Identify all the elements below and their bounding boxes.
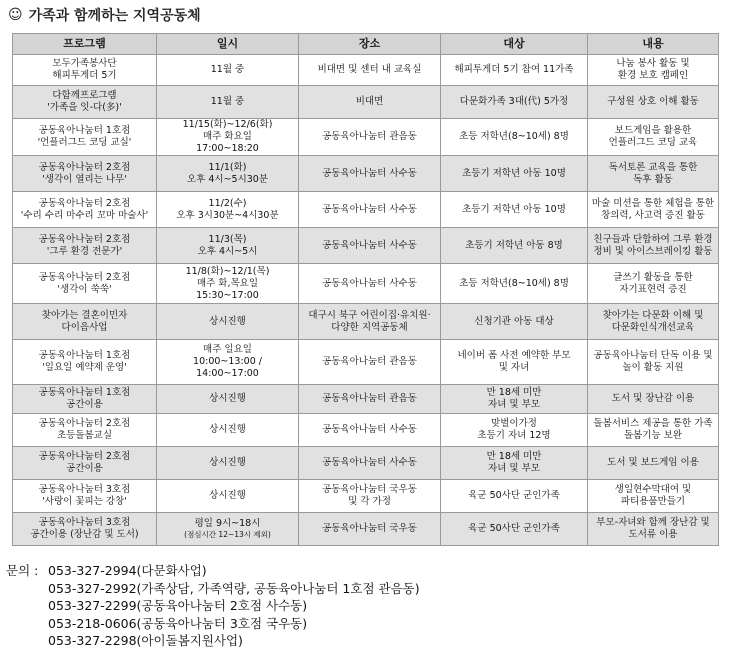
cell-place: 공동육아나눔터 관음동 — [299, 385, 441, 414]
page-title-text: 가족과 함께하는 지역공동체 — [28, 8, 201, 24]
cell-place: 비대면 및 센터 내 교육실 — [299, 55, 441, 86]
cell-content: 도서 및 장난감 이용 — [588, 385, 719, 414]
cell-datetime: 11/8(화)~12/1(목) 매주 화,목요일 15:30~17:00 — [157, 264, 299, 304]
cell-program: 공동육아나눔터 2호점 초등돌봄교실 — [13, 414, 157, 447]
table-body — [13, 55, 719, 546]
page-title — [8, 3, 201, 27]
column-header-target: 대상 — [441, 34, 588, 55]
cell-target: 육군 50사단 군인가족 — [441, 513, 588, 546]
cell-place: 공동육아나눔터 사수동 — [299, 414, 441, 447]
cell-program: 공동육아나눔터 2호점 '그루 환경 전문가' — [13, 228, 157, 264]
cell-target: 다문화가족 3대(代) 5가정 — [441, 86, 588, 119]
program-table — [12, 33, 719, 546]
cell-datetime: 상시진행 — [157, 447, 299, 480]
cell-content: 마술 미션을 통한 체험을 통한 창의력, 사고력 증진 활동 — [588, 192, 719, 228]
table-header-row — [13, 34, 719, 55]
cell-target: 신청기관 아동 대상 — [441, 304, 588, 340]
cell-program: 공동육아나눔터 2호점 '생각이 열리는 나무' — [13, 156, 157, 192]
column-header-datetime: 일시 — [157, 34, 299, 55]
cell-content: 친구들과 단합하여 그루 환경 정비 및 아이스브레이킹 활동 — [588, 228, 719, 264]
contact-line — [6, 632, 726, 650]
cell-place: 공동육아나눔터 관음동 — [299, 340, 441, 385]
cell-program: 공동육아나눔터 3호점 공간이용 (장난감 및 도서) — [13, 513, 157, 546]
table-row — [13, 192, 719, 228]
contact-phone: 053-327-2299(공동육아나눔터 2호점 사수동) — [48, 598, 308, 613]
contact-phone: 053-327-2298(아이돌봄지원사업) — [48, 633, 243, 648]
table-row — [13, 119, 719, 156]
cell-target: 초등기 저학년 아동 10명 — [441, 192, 588, 228]
cell-program: 공동육아나눔터 1호점 '일요일 예약제 운영' — [13, 340, 157, 385]
cell-target: 초등 저학년(8~10세) 8명 — [441, 119, 588, 156]
cell-target: 만 18세 미만 자녀 및 부모 — [441, 447, 588, 480]
table-row — [13, 340, 719, 385]
contact-phone: 053-327-2992(가족상담, 가족역량, 공동육아나눔터 1호점 관음동) — [48, 580, 420, 596]
cell-program: 공동육아나눔터 3호점 '사랑이 꽃피는 강창' — [13, 480, 157, 513]
cell-datetime: 11/2(수) 오후 3시30분~4시30분 — [157, 192, 299, 228]
column-header-content: 내용 — [588, 34, 719, 55]
cell-program: 공동육아나눔터 2호점 '생각이 쑥쑥' — [13, 264, 157, 304]
contact-line — [6, 597, 726, 615]
cell-content: 도서 및 보드게임 이용 — [588, 447, 719, 480]
cell-place: 공동육아나눔터 사수동 — [299, 264, 441, 304]
cell-program: 찾아가는 결혼이민자 다이음사업 — [13, 304, 157, 340]
column-header-place: 장소 — [299, 34, 441, 55]
table-row — [13, 304, 719, 340]
cell-datetime: 상시진행 — [157, 414, 299, 447]
cell-datetime: 11월 중 — [157, 86, 299, 119]
cell-target: 만 18세 미만 자녀 및 부모 — [441, 385, 588, 414]
cell-content: 독서토론 교육을 통한 독후 활동 — [588, 156, 719, 192]
cell-content: 공동육아나눔터 단독 이용 및 놀이 활동 지원 — [588, 340, 719, 385]
contact-line — [6, 562, 726, 580]
cell-datetime-note: (점심시간 12~13시 제외) — [184, 530, 271, 539]
cell-datetime: 상시진행 — [157, 385, 299, 414]
cell-target: 네이버 폼 사전 예약한 부모 및 자녀 — [441, 340, 588, 385]
cell-place: 공동육아나눔터 사수동 — [299, 192, 441, 228]
contact-phone: 053-218-0606(공동육아나눔터 3호점 국우동) — [48, 615, 308, 631]
cell-datetime: 11/1(화) 오후 4시~5시30분 — [157, 156, 299, 192]
table-row — [13, 86, 719, 119]
cell-program: 다함께프로그램 '가족을 잇-다(多)' — [13, 86, 157, 119]
table-row — [13, 156, 719, 192]
cell-target: 해피투게더 5기 참여 11가족 — [441, 55, 588, 86]
contact-line — [6, 615, 726, 633]
cell-program: 공동육아나눔터 2호점 공간이용 — [13, 447, 157, 480]
cell-program: 공동육아나눔터 2호점 '수리 수리 마수리 꼬마 마술사' — [13, 192, 157, 228]
table-row — [13, 447, 719, 480]
cell-content: 나눔 봉사 활동 및 환경 보호 캠페인 — [588, 55, 719, 86]
contact-phone: 053-327-2994(다문화사업) — [48, 563, 207, 578]
cell-datetime: 11/15(화)~12/6(화) 매주 화요일 17:00~18:20 — [157, 119, 299, 156]
smiley-icon: ☺ — [8, 7, 23, 23]
cell-place: 공동육아나눔터 사수동 — [299, 228, 441, 264]
table-row — [13, 513, 719, 546]
cell-content: 글쓰기 활동을 통한 자기표현력 증진 — [588, 264, 719, 304]
cell-content: 돌봄서비스 제공을 통한 가족 돌봄기능 보완 — [588, 414, 719, 447]
table-row — [13, 414, 719, 447]
cell-program: 공동육아나눔터 1호점 공간이용 — [13, 385, 157, 414]
cell-place: 공동육아나눔터 사수동 — [299, 447, 441, 480]
cell-target: 육군 50사단 군인가족 — [441, 480, 588, 513]
cell-program: 모두가족봉사단 해피투게더 5기 — [13, 55, 157, 86]
cell-datetime: 11월 중 — [157, 55, 299, 86]
column-header-program: 프로그램 — [13, 34, 157, 55]
cell-place: 공동육아나눔터 국우동 및 각 가정 — [299, 480, 441, 513]
table-row — [13, 55, 719, 86]
cell-datetime: 평일 9시~18시 (점심시간 12~13시 제외) — [157, 513, 299, 546]
table-row — [13, 480, 719, 513]
cell-content: 생일현수막대여 및 파티용품만들기 — [588, 480, 719, 513]
cell-datetime: 상시진행 — [157, 304, 299, 340]
table-row — [13, 385, 719, 414]
cell-datetime: 상시진행 — [157, 480, 299, 513]
table-row — [13, 228, 719, 264]
cell-target: 초등 저학년(8~10세) 8명 — [441, 264, 588, 304]
contact-line — [6, 580, 726, 598]
cell-target: 맞벌이가정 초등기 자녀 12명 — [441, 414, 588, 447]
cell-target: 초등기 저학년 아동 8명 — [441, 228, 588, 264]
contact-section — [6, 562, 726, 650]
cell-content: 보드게임을 활용한 언플러그드 코딩 교육 — [588, 119, 719, 156]
cell-datetime: 11/3(목) 오후 4시~5시 — [157, 228, 299, 264]
cell-place: 공동육아나눔터 관음동 — [299, 119, 441, 156]
cell-place: 비대면 — [299, 86, 441, 119]
cell-content: 부모-자녀와 함께 장난감 및 도서류 이용 — [588, 513, 719, 546]
table-row — [13, 264, 719, 304]
cell-datetime: 매주 일요일 10:00~13:00 / 14:00~17:00 — [157, 340, 299, 385]
cell-content: 구성원 상호 이해 활동 — [588, 86, 719, 119]
contact-label: 문의 : — [6, 563, 39, 578]
cell-program: 공동육아나눔터 1호점 '언플러그드 코딩 교실' — [13, 119, 157, 156]
cell-place: 공동육아나눔터 사수동 — [299, 156, 441, 192]
cell-place: 대구시 북구 어린이집·유치원· 다양한 지역공동체 — [299, 304, 441, 340]
cell-target: 초등기 저학년 아동 10명 — [441, 156, 588, 192]
cell-content: 찾아가는 다문화 이해 및 다문화인식개선교육 — [588, 304, 719, 340]
cell-place: 공동육아나눔터 국우동 — [299, 513, 441, 546]
